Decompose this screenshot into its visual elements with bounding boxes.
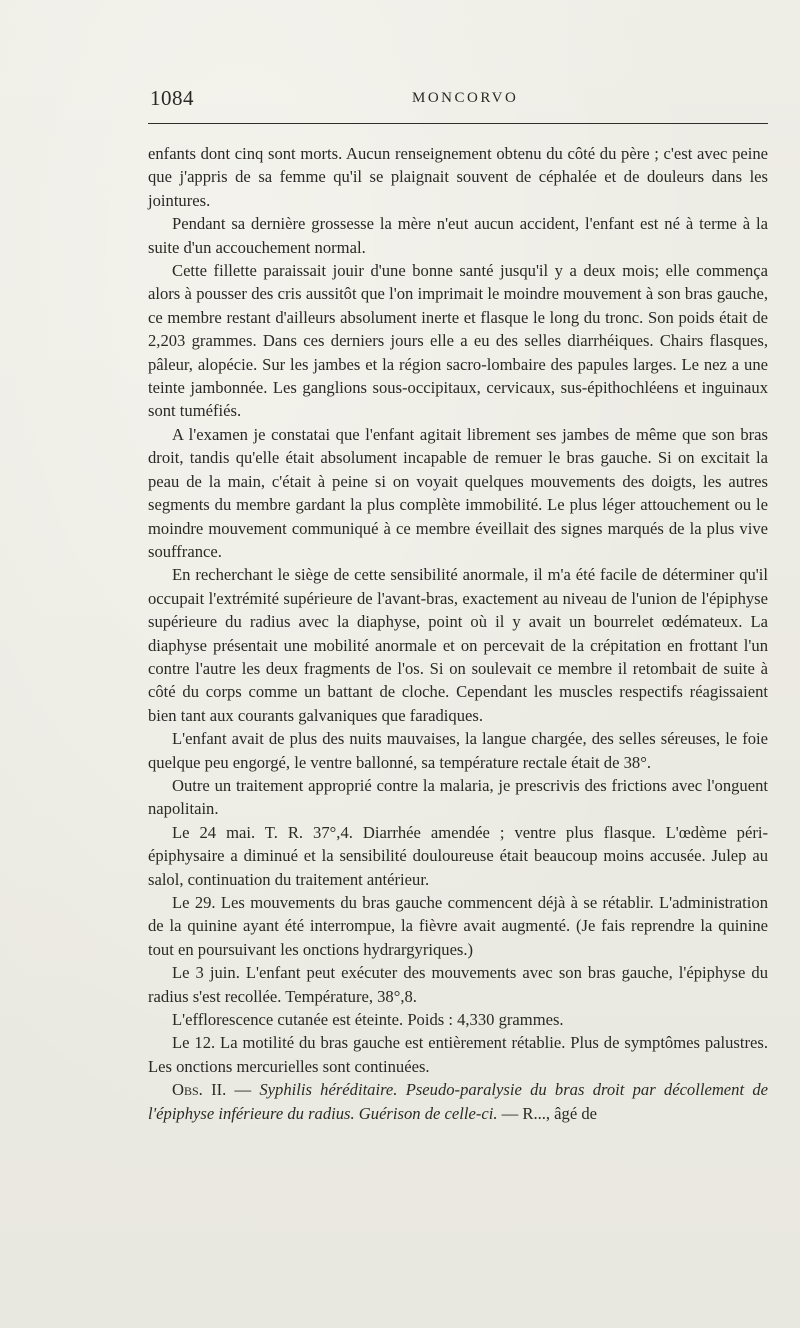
paragraph: L'efflorescence cutanée est éteinte. Poids : 4,330 grammes. [172, 1010, 564, 1030]
observation-paragraph [148, 1078, 768, 1125]
paragraph: En recherchant le siège de cette sensibilité anormale, il m'a été facile de déterminer qu'il occupait l'extrémité supérieure de l'avant-bras, exactement au niveau de l'union de l'épiphyse supérieure du radius avec la diaphyse, point où il y avait un bourrelet œdémateux. La diaphyse présentait une mobilité anormale et on percevait de la crépitation en frottant l'un contre l'autre les deux fragments de l'os. Si on soulevait ce membre il retombait de suite à côté du corps comme un battant de cloche. Cependant les muscles respectifs réagissaient bien tant aux courants galvaniques que faradiques. [148, 565, 768, 725]
paragraph: Le 3 juin. L'enfant peut exécuter des mouvements avec son bras gauche, l'épiphyse du radius s'est recollée. Température, 38°,8. [148, 963, 768, 1006]
body-text [148, 142, 768, 1125]
paragraph: Cette fillette paraissait jouir d'une bonne santé jusqu'il y a deux mois; elle commença alors à pousser des cris aussitôt que l'on imprimait le moindre mouvement à son bras gauche, ce membre restant d'ailleurs absolument inerte et flasque le long du tronc. Son poids était de 2,203 grammes. Dans ces derniers jours elle a eu des selles diarrhéiques. Chairs flasques, pâleur, alopécie. Sur les jambes et la région sacro-lombaire des papules larges. Le nez a une teinte jambonnée. Les ganglions sous-occipitaux, cervicaux, sus-épithochléens et inguinaux sont tuméfiés. [148, 261, 768, 421]
running-head [150, 86, 770, 114]
page-number: 1084 [150, 86, 194, 110]
observation-tail: — R..., âgé de [497, 1103, 598, 1123]
paragraph: Pendant sa dernière grossesse la mère n'eut aucun accident, l'enfant est né à terme à la suite d'un accouchement normal. [148, 214, 768, 257]
observation-label: Obs. II. [172, 1080, 227, 1100]
paragraph: Outre un traitement approprié contre la malaria, je prescrivis des frictions avec l'onguent napolitain. [148, 775, 768, 819]
header-rule [148, 123, 768, 124]
running-title: MONCORVO [412, 90, 519, 106]
paragraph: Le 12. La motilité du bras gauche est entièrement rétablie. Plus de symptômes palustres. Les onctions mercurielles sont continuées. [148, 1033, 768, 1076]
observation-title: Syphilis héréditaire. Pseudo-paralysie du bras droit par décollement de l'épiphyse inférieure du radius. Guérison de celle-ci. [148, 1080, 768, 1123]
paragraph: A l'examen je constatai que l'enfant agitait librement ses jambes de même que son bras droit, tandis qu'elle était absolument incapable de remuer le bras gauche. Si on excitait la peau de la main, c'était à peine si on voyait quelques mouvements des doigts, les autres segments du membre gardant la plus complète immobilité. Le plus léger attouchement ou le moindre mouvement communiqué à ce membre éveillait des signes marqués de la plus vive souffrance. [148, 424, 768, 561]
observation-dash: — [226, 1080, 260, 1100]
paragraph: Le 29. Les mouvements du bras gauche commencent déjà à se rétablir. L'administration de la quinine ayant été interrompue, la fièvre avait augmenté. (Je fais reprendre la quinine tout en poursuivant les onctions hydrargyriques.) [148, 893, 768, 959]
paragraph: enfants dont cinq sont morts. Aucun renseignement obtenu du côté du père ; c'est avec peine que j'appris de sa femme qu'il se plaignait souvent de céphalée et de douleurs dans les jointures. [148, 144, 768, 210]
paragraph: L'enfant avait de plus des nuits mauvaises, la langue chargée, des selles séreuses, le foie quelque peu engorgé, le ventre ballonné, sa température rectale était de 38°. [148, 729, 768, 772]
paragraph: Le 24 mai. T. R. 37°,4. Diarrhée amendée ; ventre plus flasque. L'œdème péri-épiphysaire a diminué et la sensibilité douloureuse était beaucoup moins accusée. Julep au salol, continuation du traitement antérieur. [148, 822, 768, 889]
